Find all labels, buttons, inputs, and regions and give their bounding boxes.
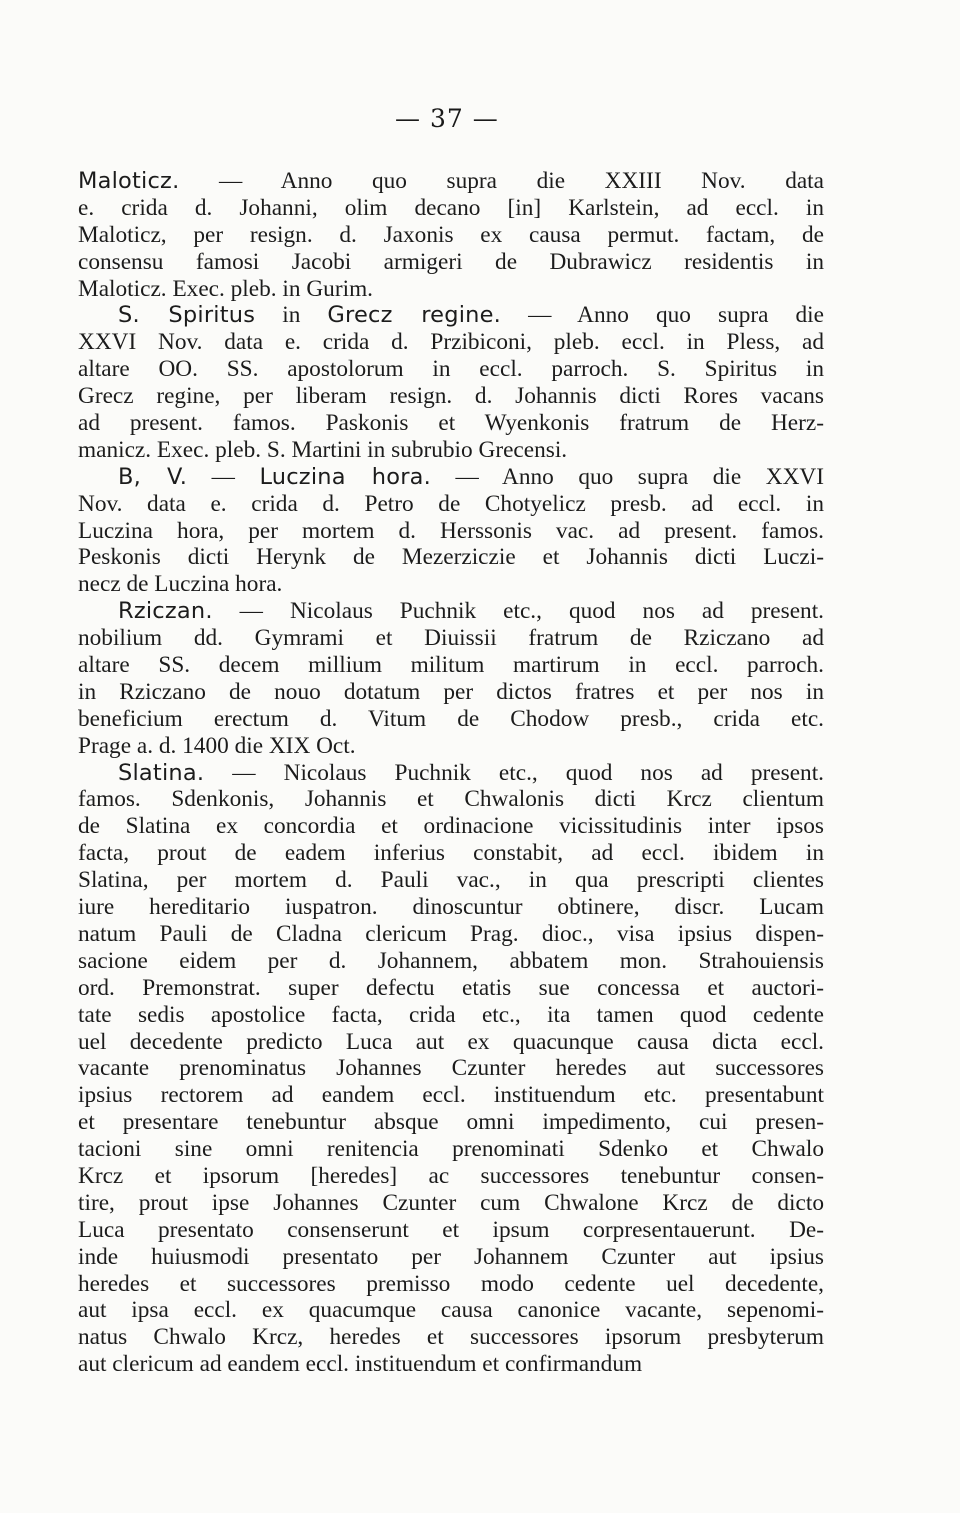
entry-text: aut clericum ad eandem eccl. instituendum et confirmandum xyxy=(78,1351,643,1378)
text-line xyxy=(78,571,824,598)
entry-text: e. crida d. Johanni, olim decano [in] Karlstein, ad eccl. in xyxy=(78,194,824,221)
entry-text: tate sedis apostolice facta, crida etc., ita tamen quod cedente xyxy=(78,1001,824,1028)
text-line xyxy=(78,1109,824,1136)
entry-paragraph xyxy=(78,464,824,598)
entry-text: manicz. Exec. pleb. S. Martini in subrubio Grecensi. xyxy=(78,436,568,463)
entry-text: in xyxy=(255,302,328,329)
entry-text: natum Pauli de Cladna clericum Prag. dioc., visa ipsius dispen- xyxy=(78,920,824,947)
text-line xyxy=(78,491,824,518)
text-line xyxy=(78,1244,824,1271)
text-line xyxy=(78,1055,824,1082)
entry-text: aut ipsa eccl. ex quacumque causa canonice vacante, sepenomi- xyxy=(78,1297,824,1324)
text-line xyxy=(78,813,824,840)
text-line xyxy=(78,1136,824,1163)
entry-heading: Grecz regine. xyxy=(327,302,502,329)
entry-text: ord. Premonstrat. super defectu etatis sue concessa et auctori- xyxy=(78,974,824,1001)
entry-text: — Nicolaus Puchnik etc., quod nos ad present. xyxy=(212,598,824,625)
entry-text: uel decedente predicto Luca aut ex quacunque causa dicta eccl. xyxy=(78,1028,824,1055)
entry-text: facta, prout de eadem inferius constabit, ad eccl. ibidem in xyxy=(78,840,824,867)
entry-text: tire, prout ipse Johannes Czunter cum Chwalone Krcz de dicto xyxy=(78,1189,824,1216)
text-line xyxy=(78,1029,824,1056)
entry-paragraph xyxy=(78,598,824,759)
entry-text: in Rziczano de nouo dotatum per dictos fratres et per nos in xyxy=(78,678,824,705)
text-line xyxy=(78,1351,824,1378)
text-line xyxy=(78,168,824,195)
entry-text: Nov. data e. crida d. Petro de Chotyelicz presb. ad eccl. in xyxy=(78,490,824,517)
entry-text: natus Chwalo Krcz, heredes et successores ipsorum presbyterum xyxy=(78,1324,824,1351)
entry-paragraph xyxy=(78,302,824,463)
text-line xyxy=(78,410,824,437)
text-line xyxy=(78,437,824,464)
text-line xyxy=(78,867,824,894)
text-line xyxy=(78,1297,824,1324)
entry-text: heredes et successores premisso modo cedente uel decedente, xyxy=(78,1270,824,1297)
text-line xyxy=(78,786,824,813)
entry-text: nobilium dd. Gymrami et Diuissii fratrum de Rziczano ad xyxy=(78,625,824,652)
entry-text: et presentare tenebuntur absque omni impedimento, cui presen- xyxy=(78,1109,824,1136)
entry-text: vacante prenominatus Johannes Czunter heredes aut successores xyxy=(78,1055,824,1082)
text-line xyxy=(78,276,824,303)
text-line xyxy=(78,894,824,921)
text-line xyxy=(78,222,824,249)
text-line xyxy=(78,329,824,356)
text-line xyxy=(78,975,824,1002)
entry-text: ipsius rectorem ad eandem eccl. instituendum etc. presentabunt xyxy=(78,1082,824,1109)
text-line xyxy=(78,760,824,787)
entry-text: de Slatina ex concordia et ordinacione vicissitudinis inter ipsos xyxy=(78,813,824,840)
text-line xyxy=(78,840,824,867)
entry-heading: S. Spiritus xyxy=(118,302,256,329)
entry-text: Krcz et ipsorum [heredes] ac successores tenebuntur consen- xyxy=(78,1162,824,1189)
text-line xyxy=(78,598,824,625)
entry-text: Prage a. d. 1400 die XIX Oct. xyxy=(78,732,356,759)
text-line xyxy=(78,356,824,383)
entry-heading: Rziczan. xyxy=(118,598,213,625)
entry-text: Luca presentato consenserunt et ipsum corpresentauerunt. De- xyxy=(78,1216,824,1243)
text-line xyxy=(78,733,824,760)
entry-text: beneficium erectum d. Vitum de Chodow presb., crida etc. xyxy=(78,705,824,732)
text-line xyxy=(78,625,824,652)
text-line xyxy=(78,921,824,948)
page-number: — 37 — xyxy=(395,104,499,133)
entry-paragraph xyxy=(78,760,824,1378)
entry-text: Grecz regine, per liberam resign. d. Johannis dicti Rores vacans xyxy=(78,383,824,410)
entry-text: inde huiusmodi presentato per Johannem Czunter aut ipsius xyxy=(78,1243,824,1270)
entry-heading: B, V. xyxy=(118,463,188,490)
entry-text: tacioni sine omni renitencia prenominati Sdenko et Chwalo xyxy=(78,1136,824,1163)
text-line xyxy=(78,544,824,571)
text-line xyxy=(78,1082,824,1109)
text-line xyxy=(78,464,824,491)
entry-text: — Anno quo supra die XXIII Nov. data xyxy=(179,168,824,194)
text-line xyxy=(78,302,824,329)
text-line xyxy=(78,383,824,410)
text-line xyxy=(78,249,824,276)
entry-text: Peskonis dicti Herynk de Mezerziczie et Johannis dicti Luczi- xyxy=(78,544,824,571)
text-line xyxy=(78,948,824,975)
entry-heading: Slatina. xyxy=(118,759,205,786)
entry-heading: Maloticz. xyxy=(78,168,180,194)
entry-text: consensu famosi Jacobi armigeri de Dubrawicz residentis in xyxy=(78,248,824,275)
text-line xyxy=(78,1324,824,1351)
text-line xyxy=(78,1190,824,1217)
entry-text: altare SS. decem millium militum martirum in eccl. parroch. xyxy=(78,652,824,679)
entry-text: — Nicolaus Puchnik etc., quod nos ad present. xyxy=(204,759,824,786)
entry-text: altare OO. SS. apostolorum in eccl. parroch. S. Spiritus in xyxy=(78,356,824,383)
entry-text: ad present. famos. Paskonis et Wyenkonis fratrum de Herz- xyxy=(78,410,824,437)
entry-text: sacione eidem per d. Johannem, abbatem mon. Strahouiensis xyxy=(78,947,824,974)
entry-text: — xyxy=(187,463,260,490)
entry-text: necz de Luczina hora. xyxy=(78,571,283,598)
entry-paragraph xyxy=(78,168,824,302)
entry-heading: Luczina hora. xyxy=(259,463,431,490)
text-line xyxy=(78,518,824,545)
entry-text: — Anno quo supra die xyxy=(501,302,824,329)
text-line xyxy=(78,1002,824,1029)
entry-text: Maloticz, per resign. d. Jaxonis ex causa permut. factam, de xyxy=(78,221,824,248)
text-column xyxy=(78,168,824,1378)
text-line xyxy=(78,706,824,733)
entry-text: famos. Sdenkonis, Johannis et Chwalonis dicti Krcz clientum xyxy=(78,786,824,813)
entry-text: Luczina hora, per mortem d. Herssonis vac. ad present. famos. xyxy=(78,517,824,544)
entry-text: Maloticz. Exec. pleb. in Gurim. xyxy=(78,275,374,302)
text-line xyxy=(78,1163,824,1190)
entry-text: Slatina, per mortem d. Pauli vac., in qua prescripti clientes xyxy=(78,867,824,894)
text-line xyxy=(78,652,824,679)
text-line xyxy=(78,679,824,706)
text-line xyxy=(78,195,824,222)
entry-text: XXVI Nov. data e. crida d. Przibiconi, pleb. eccl. in Pless, ad xyxy=(78,329,824,356)
text-line xyxy=(78,1217,824,1244)
entry-text: — Anno quo supra die XXVI xyxy=(430,463,824,490)
entry-text: iure hereditario iuspatron. dinoscuntur obtinere, discr. Lucam xyxy=(78,894,824,921)
text-line xyxy=(78,1271,824,1298)
